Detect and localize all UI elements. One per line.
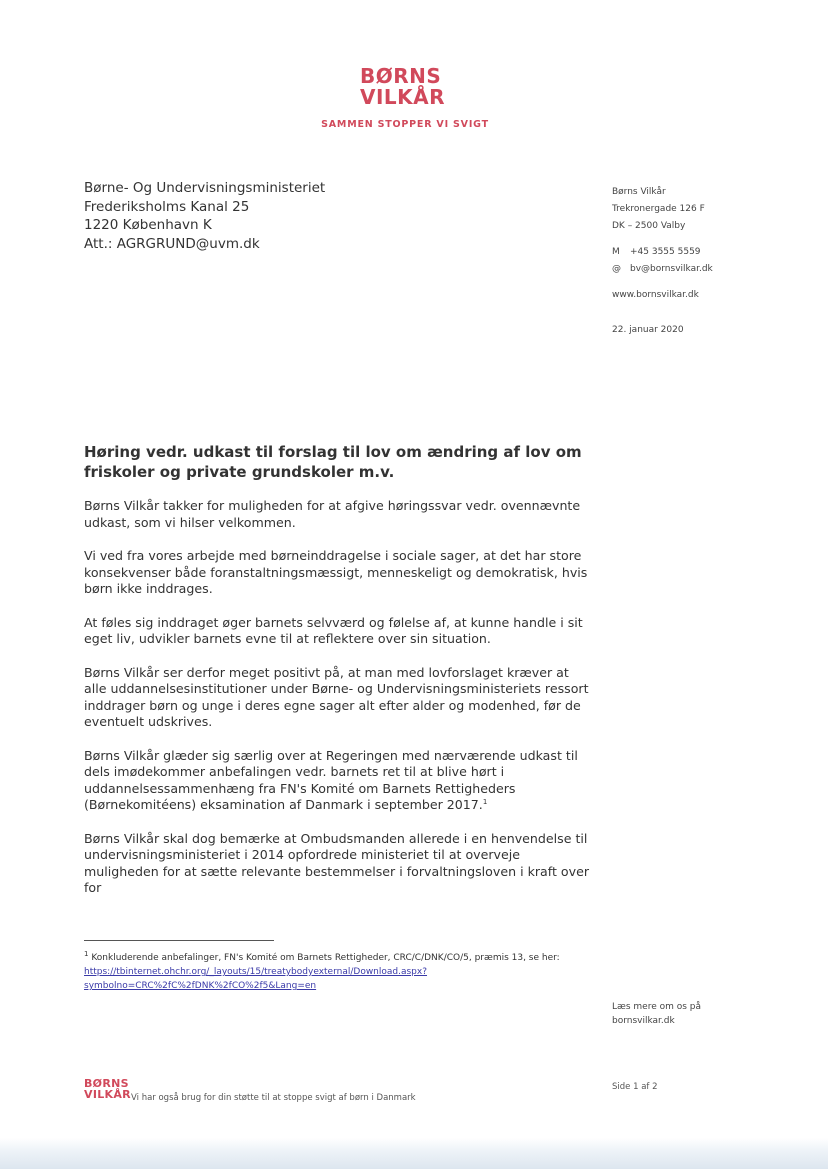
footer-logo-line-1: BØRNS (84, 1077, 129, 1090)
more-info-line: Læs mere om os på (612, 1002, 702, 1012)
footer-slogan: Vi har også brug for din støtte til at stoppe svigt af børn i Danmark (131, 1093, 416, 1103)
sender-email[interactable]: bv@bornsvilkar.dk (630, 264, 713, 274)
letter-date: 22. januar 2020 (612, 325, 684, 335)
recipient-line: Frederiksholms Kanal 25 (84, 198, 250, 215)
body-paragraph-with-footnote (84, 748, 594, 814)
body-paragraph: Børns Vilkår glæder sig særlig over at Regeringen med nærværende udkast til dels imødekommer anbefalingen vedr. barnets ret til at blive hørt i uddannelsessammenhæng fra FN's Komité om Barnets Rettigheders (Børnekomitéens) eksamination af Danmark i september 2017. (84, 747, 578, 812)
scan-edge (0, 1138, 828, 1169)
more-info (612, 1000, 701, 1028)
sender-info (612, 184, 713, 339)
letter-subject: Høring vedr. udkast til forslag til lov om ændring af lov om friskoler og private grundskoler m.v. (84, 443, 582, 481)
recipient-line: Att.: AGRGRUND@uvm.dk (84, 235, 260, 252)
logo-line-1: BØRNS (360, 64, 442, 88)
more-info-website[interactable]: bornsvilkar.dk (612, 1016, 675, 1026)
body-paragraph: Børns Vilkår takker for muligheden for at afgive høringssvar vedr. ovennævnte udkast, som vi hilser velkommen. (84, 498, 581, 530)
sender-phone-row (612, 244, 713, 261)
letter-body (84, 498, 594, 914)
body-paragraph: Vi ved fra vores arbejde med børneinddragelse i sociale sager, at det har store konsekvenser både foranstaltningsmæssigt, menneskeligt og demokratisk, hvis børn ikke inddrages. (84, 548, 588, 596)
sender-street: Trekronergade 126 F (612, 204, 705, 214)
footnote-divider (84, 940, 274, 941)
body-paragraph: Børns Vilkår skal dog bemærke at Ombudsmanden allerede i en henvendelse til undervisningsministeriet i 2014 opfordrede ministeriet til at overveje muligheden for at sætte relevante bestemmelser i forvaltningsloven i kraft over for (84, 830, 589, 895)
footer-logo-line-2: VILKÅR (84, 1088, 131, 1101)
footer-logo (84, 1078, 131, 1100)
sender-name: Børns Vilkår (612, 187, 666, 197)
sender-phone: +45 3555 5559 (630, 247, 701, 257)
sender-city: DK – 2500 Valby (612, 221, 686, 231)
footnote-link[interactable]: https://tbinternet.ohchr.org/_layouts/15/treatybodyexternal/Download.aspx?symbolno=CRC%2fC%2fDNK%2fCO%2f5&Lang=en (84, 967, 428, 991)
email-label: @ (612, 264, 621, 274)
footnote (84, 951, 594, 993)
body-paragraph: At føles sig inddraget øger barnets selvværd og følelse af, at kunne handle i sit eget liv, udvikler barnets evne til at reflektere over sin situation. (84, 614, 583, 646)
phone-label: M (612, 247, 620, 257)
sender-website[interactable]: www.bornsvilkar.dk (612, 290, 699, 300)
brand-logo (360, 66, 452, 108)
recipient-line: Børne- Og Undervisningsministeriet (84, 180, 326, 196)
logo-tagline: SAMMEN STOPPER VI SVIGT (321, 119, 489, 130)
body-paragraph: Børns Vilkår ser derfor meget positivt på, at man med lovforslaget kræver at alle uddannelsesinstitutioner under Børne- og Undervisningsministeriets ressort inddrager børn og unge i deres egne sager alt efter alder og modenhed, før de eventuelt udskrives. (84, 664, 589, 729)
footnote-text: Konkluderende anbefalinger, FN's Komité om Barnets Rettigheder, CRC/C/DNK/CO/5, præmis 13, se her: (91, 953, 560, 963)
logo-line-2: VILKÅR (360, 85, 446, 109)
sender-email-row (612, 261, 713, 278)
page-number: Side 1 af 2 (612, 1082, 658, 1092)
recipient-address (84, 179, 325, 253)
recipient-line: 1220 København K (84, 217, 212, 233)
footnote-reference[interactable]: 1 (482, 797, 488, 806)
footnote-number: 1 (84, 950, 89, 958)
